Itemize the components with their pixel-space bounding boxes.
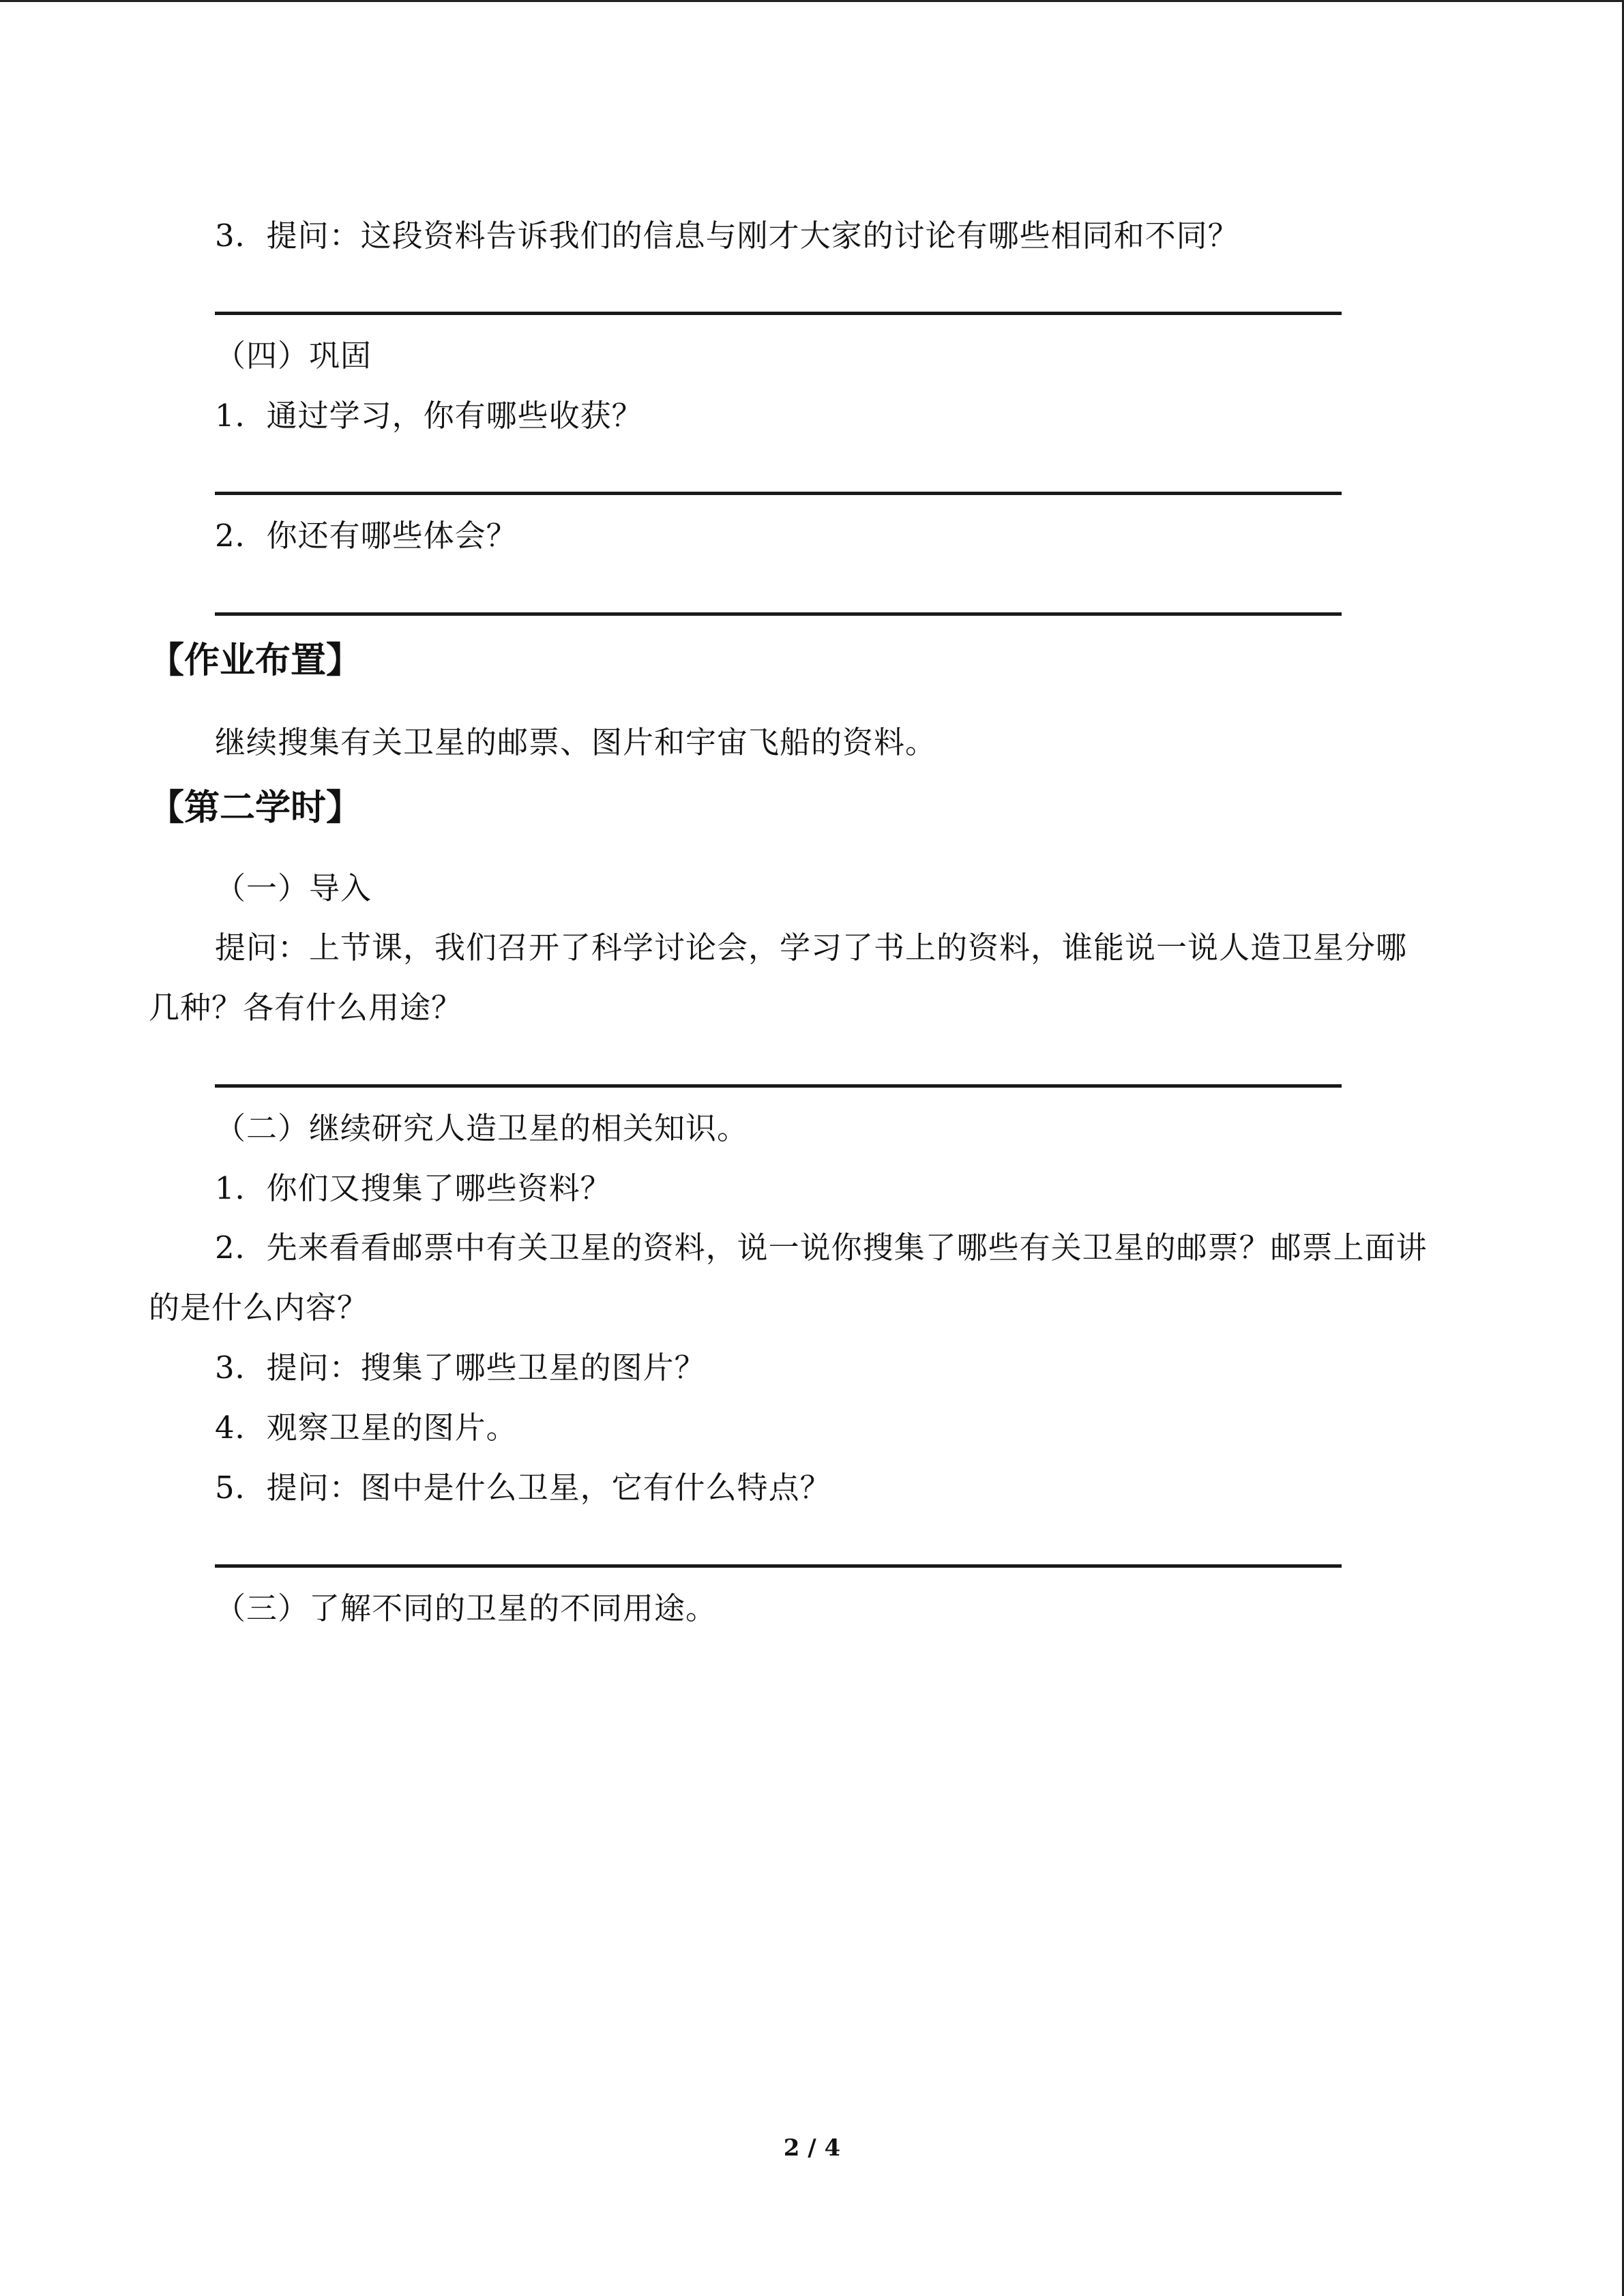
answer-line	[215, 492, 1342, 495]
answer-line	[215, 612, 1342, 616]
section-4-title: （四）巩固	[215, 338, 372, 374]
answer-line	[215, 312, 1342, 315]
section-3-title: （三）了解不同的卫星的不同用途。	[215, 1590, 718, 1626]
section-2-title: （二）继续研究人造卫星的相关知识。	[215, 1110, 749, 1146]
answer-line	[215, 1564, 1342, 1568]
intro-question-line-1: 提问：上节课，我们召开了科学讨论会，学习了书上的资料，谁能说一说人造卫星分哪	[215, 929, 1408, 966]
section-4-question-1: 1．通过学习，你有哪些收获？	[215, 398, 643, 434]
item-2-line-1: 2．先来看看邮票中有关卫星的资料，说一说你搜集了哪些有关卫星的邮票？邮票上面讲	[215, 1229, 1428, 1266]
intro-question-line-2: 几种？各有什么用途？	[149, 989, 463, 1026]
item-5: 5．提问：图中是什么卫星，它有什么特点？	[215, 1470, 831, 1506]
section-1-title: （一）导入	[215, 870, 372, 906]
item-3: 3．提问：搜集了哪些卫星的图片？	[215, 1350, 706, 1386]
section-4-question-2: 2．你还有哪些体会？	[215, 518, 518, 554]
item-2-line-2: 的是什么内容？	[149, 1289, 369, 1326]
answer-line	[215, 1084, 1342, 1088]
homework-text: 继续搜集有关卫星的邮票、图片和宇宙飞船的资料。	[215, 724, 937, 760]
item-1: 1．你们又搜集了哪些资料？	[215, 1170, 612, 1206]
question-3: 3．提问：这段资料告诉我们的信息与刚才大家的讨论有哪些相同和不同？	[215, 218, 1239, 254]
homework-heading: 【作业布置】	[149, 640, 362, 681]
item-4: 4．观察卫星的图片。	[215, 1410, 518, 1446]
top-border	[0, 0, 1624, 2]
lesson-two-heading: 【第二学时】	[149, 788, 362, 829]
page-number: 2 / 4	[783, 2134, 841, 2162]
